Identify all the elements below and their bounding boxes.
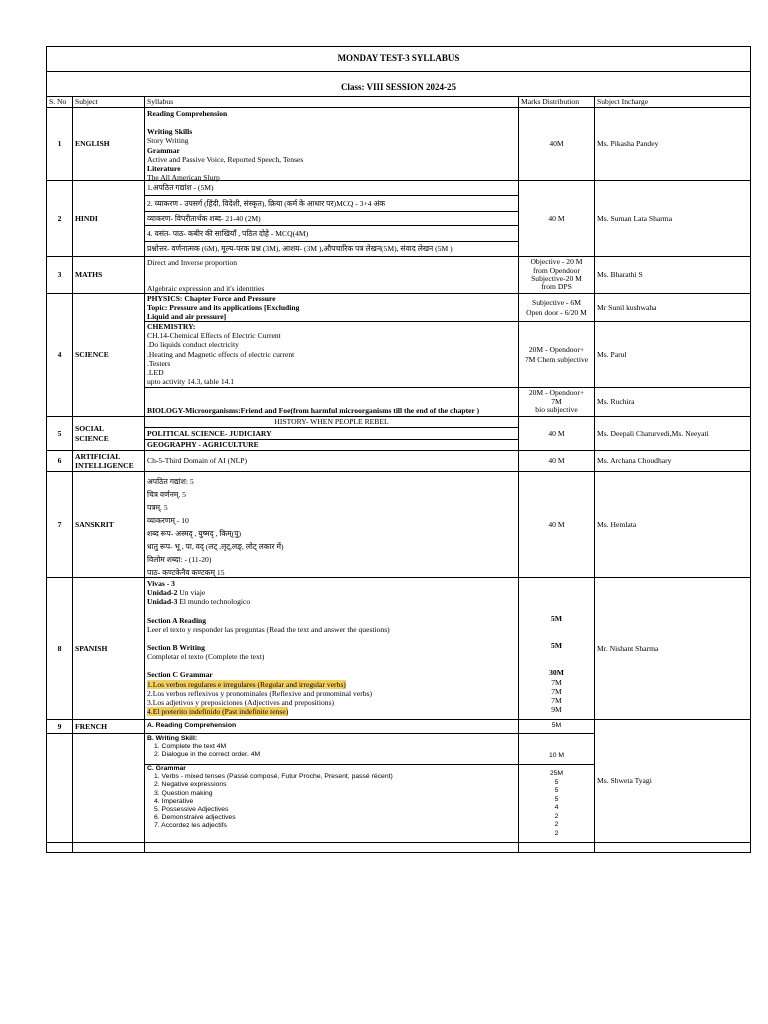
english-line: Story Writing	[147, 136, 189, 146]
french-b	[144, 734, 518, 765]
subject-sst	[72, 417, 144, 451]
subject-english: ENGLISH	[72, 108, 144, 181]
chem-line: CH.14-Chemical Effects of Electric Current	[147, 331, 281, 341]
subject-science: SCIENCE	[72, 294, 144, 417]
spanish-marks-a: 5M	[551, 614, 562, 623]
maths-marks-line: Objective - 20 M	[530, 257, 583, 267]
french-c-item: 7. Accordez les adjectifs	[154, 822, 227, 830]
syllabus-english	[144, 108, 518, 181]
sst-polsci: POLITICAL SCIENCE- JUDICIARY	[144, 428, 518, 440]
sno-french-cont	[46, 734, 72, 843]
marks-sanskrit: 40 M	[518, 472, 594, 578]
spanish-unidad2: Un viaje	[177, 588, 206, 598]
french-c-title: C. Grammar	[147, 765, 186, 772]
incharge-english: Ms. Pikasha Pandey	[594, 108, 751, 181]
spanish-viva: Vivas - 3	[147, 579, 175, 588]
spanish-sectionA-title: Section A Reading	[147, 615, 207, 625]
incharge-spanish: Mr. Nishant Sharma	[594, 578, 751, 720]
spanish-unidad3-label: Unidad-3	[147, 597, 178, 607]
spanish-sectionA-text: Leer el texto y responder las preguntas (Read the text and answer the questions)	[147, 624, 390, 634]
french-a-title: A. Reading Comprehension	[144, 720, 518, 734]
spanish-grammar-item: 4.El preterito indefinido (Past indefinite tense)	[147, 707, 289, 717]
sno-maths: 3	[46, 257, 72, 294]
bio-marks-line: bio subjective	[535, 405, 578, 415]
incharge-sanskrit: Ms. Hemlata	[594, 472, 751, 578]
physics-line: Topic: Pressure and its applications [Excluding	[147, 303, 300, 313]
incharge-chemistry: Ms. Parul	[594, 322, 751, 388]
incharge-ai: Ms. Archana Choudhary	[594, 451, 751, 472]
english-line: Reading Comprehension	[147, 109, 228, 118]
sno-english: 1	[46, 108, 72, 181]
english-line: The All American Slurp	[147, 173, 220, 183]
sno-sst: 5	[46, 417, 72, 451]
spanish-marks-c: 30M	[549, 668, 564, 678]
physics-line: Liquid and air pressure]	[147, 312, 227, 322]
maths-marks-line: from Opendoor	[532, 265, 581, 275]
header-syllabus: Syllabus	[144, 97, 518, 108]
bio-marks-line: 20M - Opendoor+	[528, 388, 585, 398]
english-line: Grammar	[147, 145, 180, 155]
maths-line: Algebraic expression and it's identities	[147, 284, 265, 294]
english-line	[147, 118, 516, 127]
class-session-title: Class: VIII SESSION 2024-25	[46, 72, 751, 97]
ai-subject-line: INTELLIGENCE	[75, 461, 134, 470]
spanish-marks-item: 7M	[551, 686, 562, 696]
sno-sanskrit: 7	[46, 472, 72, 578]
hindi-line: 2. व्याकरण - उपसर्ग (हिंदी, विदेशी, संस्कृत), क्रिया (कर्म के आधार पर)MCQ - 3+4 अंक	[144, 196, 518, 212]
spanish-sectionC-title: Section C Grammar	[147, 670, 213, 680]
empty-cell	[46, 843, 72, 853]
sanskrit-line: पाठ- कण्टकेनैव कण्टकम् 15	[147, 568, 225, 577]
marks-ai: 40 M	[518, 451, 594, 472]
subject-french-cont	[72, 734, 144, 843]
french-c-item: 2. Negative expressions	[154, 781, 227, 789]
chem-marks-line: 7M Chem subjective	[524, 354, 589, 364]
french-b-title: B. Writing Skill:	[147, 735, 198, 742]
french-b-marks-cell	[518, 734, 594, 765]
hindi-line: 4. वसंत- पाठ- कबीर की साखियाँ , पठित दोहे - MCQ(4M)	[144, 226, 518, 242]
english-line: Active and Passive Voice, Reported Speech, Tenses	[147, 154, 304, 164]
maths-marks-line: from DPS	[541, 282, 572, 292]
french-c-mark: 5	[554, 795, 559, 803]
header-marks: Marks Distribution	[518, 97, 594, 108]
spanish-sectionB-text: Completar el texto (Complete the text)	[147, 652, 265, 662]
sanskrit-line: पत्रम्. 5	[147, 503, 168, 512]
maths-line: Direct and Inverse proportion	[147, 258, 238, 267]
spanish-grammar-item: 1.Los verbos regulares e irregulares (Regular and irregular verbs)	[147, 679, 346, 689]
french-c-mark: 25M	[549, 770, 564, 777]
incharge-maths: Ms. Bharathi S	[594, 257, 751, 294]
header-sno: S. No	[46, 97, 72, 108]
syllabus-biology	[144, 388, 518, 417]
spanish-sectionB-title: Section B Writing	[147, 643, 205, 653]
spanish-grammar-item: 2.Los verbos reflexivos y pronominales (Reflexive and pronominal verbs)	[147, 688, 373, 698]
hindi-line: व्याकरण- विपरीतार्थक शब्द- 21-40 (2M)	[144, 212, 518, 226]
sanskrit-line: शब्द रूप- अस्मद् , युष्मद् , किम्(पु)	[147, 529, 242, 538]
sanskrit-line: चित्र वर्णनम्. 5	[147, 490, 186, 499]
hindi-line: प्रश्नोत्तर- वर्णनात्मक (6M), मूल्य-परक प्रश्न (3M), आशय- (3M ),औपचारिक पत्र लेखन(5M), संवाद लेखन (5M )	[144, 242, 518, 257]
spanish-marks-item: 7M	[551, 677, 562, 687]
chem-line: upto activity 14.3, table 14.1	[147, 377, 235, 387]
french-c-mark: 2	[554, 812, 559, 820]
spanish-grammar-item: 3.Los adjetivos y preposiciones (Adjectives and prepositions)	[147, 698, 335, 708]
spanish-marks-b: 5M	[551, 641, 562, 651]
french-c	[144, 765, 518, 843]
empty-cell	[518, 843, 594, 853]
english-line: Literature	[147, 164, 181, 174]
spanish-marks-item: 7M	[551, 696, 562, 706]
french-b-item: 1. Complete the text 4M	[154, 743, 227, 751]
header-incharge: Subject Incharge	[594, 97, 751, 108]
ai-subject-line: ARTIFICIAL	[75, 451, 121, 461]
incharge-hindi: Ms. Suman Lata Sharma	[594, 181, 751, 257]
sst-subject-line: SCIENCE	[75, 433, 109, 443]
english-line: Writing Skills	[147, 127, 193, 137]
sno-spanish: 8	[46, 578, 72, 720]
sst-history: HISTORY- WHEN PEOPLE REBEL	[144, 417, 518, 428]
empty-cell	[594, 843, 751, 853]
syllabus-ai: Ch-5-Third Domain of AI (NLP)	[144, 451, 518, 472]
french-c-item: 5. Possessive Adjectives	[154, 806, 229, 814]
french-c-item: 4. Imperative	[154, 797, 194, 805]
marks-physics	[518, 294, 594, 322]
french-c-mark: 2	[554, 829, 559, 837]
subject-spanish: SPANISH	[72, 578, 144, 720]
physics-marks-line: Subjective - 6M	[532, 298, 581, 308]
french-c-mark: 5	[554, 787, 559, 794]
chem-line: .Testers	[147, 358, 171, 368]
subject-maths: MATHS	[72, 257, 144, 294]
sanskrit-line: अपठित गद्यांश: 5	[147, 477, 194, 486]
french-c-marks-cell	[518, 765, 594, 843]
french-c-item: 6. Demonstraive adjectives	[154, 814, 236, 822]
marks-hindi: 40 M	[518, 181, 594, 257]
empty-cell	[72, 843, 144, 853]
sanskrit-line: व्याकरणम् - 10	[147, 516, 189, 525]
marks-biology	[518, 388, 594, 417]
marks-chemistry	[518, 322, 594, 388]
french-c-mark: 2	[554, 821, 559, 828]
french-c-mark: 4	[554, 804, 559, 811]
sst-subject-line: SOCIAL	[75, 424, 105, 434]
chem-line: .Do liquids conduct electricity	[147, 340, 239, 350]
incharge-physics: Mr Sunil kushwaha	[594, 294, 751, 322]
subject-ai	[72, 451, 144, 472]
marks-maths	[518, 257, 594, 294]
french-a-marks: 5M	[518, 720, 594, 734]
bio-line: BIOLOGY-Microorganisms:Friend and Foe(from harmful microorganisms till the end of the chapter )	[147, 405, 480, 415]
syllabus-physics	[144, 294, 518, 322]
physics-marks-line: Open door - 6/20 M	[526, 307, 587, 317]
syllabus-sanskrit	[144, 472, 518, 578]
french-c-item: 1. Verbs - mixed tenses (Passé composé, Futur Proche, Present, passé récent)	[154, 773, 393, 781]
subject-french: FRENCH	[72, 720, 144, 734]
syllabus-chemistry	[144, 322, 518, 388]
header-subject: Subject	[72, 97, 144, 108]
chem-line: CHEMISTRY:	[147, 322, 196, 331]
subject-hindi: HINDI	[72, 181, 144, 257]
french-c-item: 3. Question making	[154, 789, 213, 797]
empty-cell	[144, 843, 518, 853]
physics-line: PHYSICS: Chapter Force and Pressure	[147, 294, 276, 303]
sno-french: 9	[46, 720, 72, 734]
incharge-biology: Ms. Ruchira	[594, 388, 751, 417]
spanish-marks-item: 9M	[551, 705, 562, 715]
marks-sst: 40 M	[518, 417, 594, 451]
sst-geography: GEOGRAPHY - AGRICULTURE	[144, 440, 518, 451]
french-b-item: 2. Dialogue in the correct order. 4M	[154, 751, 261, 759]
page-title: MONDAY TEST-3 SYLLABUS	[46, 46, 751, 72]
french-b-marks: 10 M	[548, 752, 565, 759]
sno-ai: 6	[46, 451, 72, 472]
sanskrit-line: विलोम शब्दा: - (11-20)	[147, 555, 212, 564]
sno-science: 4	[46, 294, 72, 417]
hindi-line: 1.अपठित गद्यांश - (5M)	[144, 181, 518, 196]
chem-line: .Heating and Magnetic effects of electric current	[147, 349, 295, 359]
marks-spanish	[518, 578, 594, 720]
chem-line: .LED	[147, 368, 164, 378]
french-c-mark: 5	[554, 778, 559, 786]
syllabus-maths	[144, 257, 518, 294]
incharge-sst: Ms. Deepali Chaturvedi,Ms. Neeyati	[594, 417, 751, 451]
incharge-french: Ms. Shweta Tyagi	[594, 720, 751, 843]
syllabus-spanish	[144, 578, 518, 720]
sanskrit-line: धातु रूप- भू , पा, वद् (लट् ,लृट्,लङ्, लोट् लकार में)	[147, 542, 284, 551]
maths-marks-line: Subjective-20 M	[531, 274, 582, 283]
subject-sanskrit: SANSKRIT	[72, 472, 144, 578]
bio-marks-line: 7M	[551, 396, 562, 406]
sno-hindi: 2	[46, 181, 72, 257]
spanish-unidad2-label: Unidad-2	[147, 588, 178, 598]
chem-marks-line: 20M - Opendoor+	[528, 345, 585, 355]
spanish-unidad3: El mundo technologico	[177, 597, 251, 607]
marks-english: 40M	[518, 108, 594, 181]
